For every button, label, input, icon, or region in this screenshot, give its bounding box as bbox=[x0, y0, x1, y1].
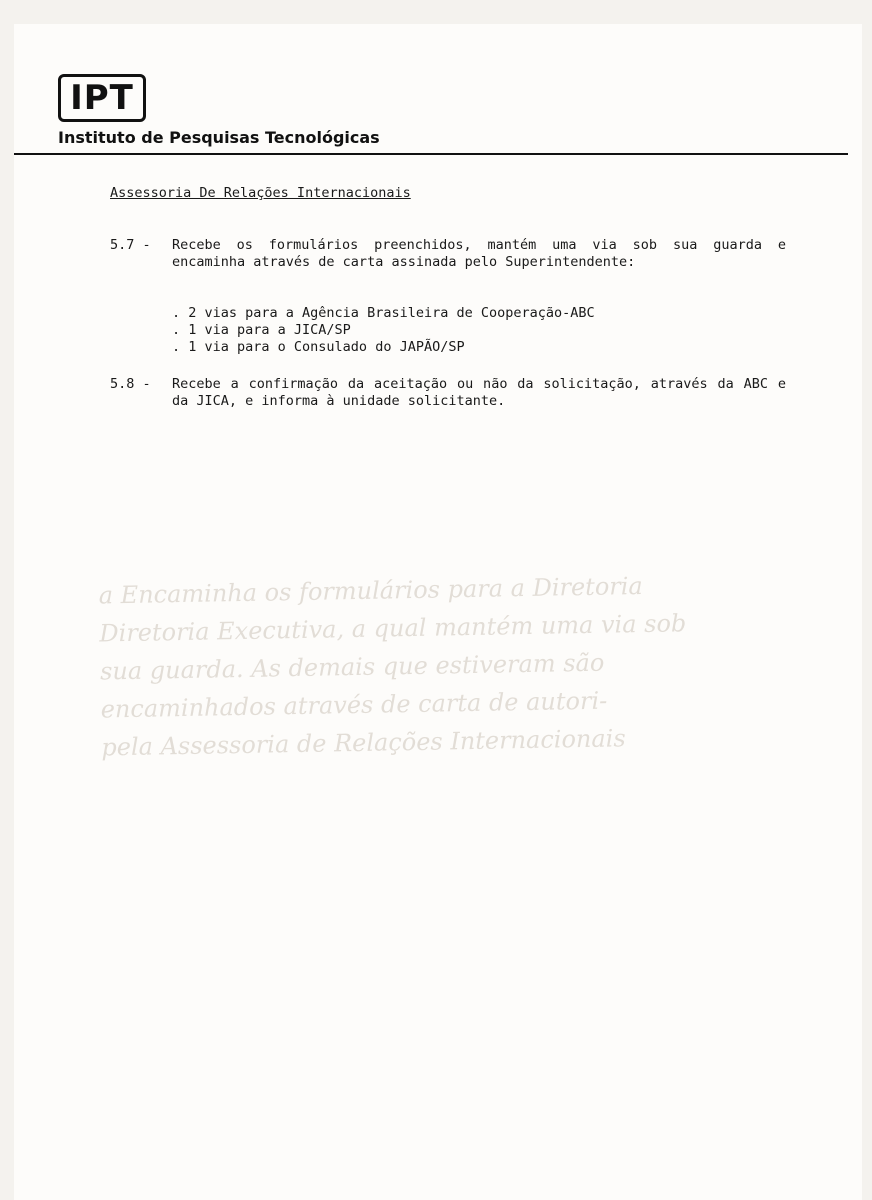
organization-name: Instituto de Pesquisas Tecnológicas bbox=[58, 128, 380, 147]
item-text: Recebe os formulários preenchidos, mantém uma via sob sua guarda e encaminha através de carta assinada pelo Superintendente: bbox=[172, 237, 786, 270]
handwritten-line: sua guarda. As demais que estiveram são bbox=[99, 648, 605, 686]
item-number: 5.7 - bbox=[110, 237, 151, 253]
handwritten-line: encaminhados através de carta de autori- bbox=[100, 686, 608, 724]
department-title: Assessoria De Relações Internacionais bbox=[110, 185, 411, 201]
ipt-logo bbox=[58, 74, 146, 122]
item-text: Recebe a confirmação da aceitação ou não da solicitação, através da ABC e da JICA, e informa à unidade solicitante. bbox=[172, 376, 786, 409]
bullet-item: . 1 via para o Consulado do JAPÃO/SP bbox=[172, 339, 465, 355]
handwritten-line: Diretoria Executiva, a qual mantém uma via sob bbox=[99, 609, 687, 648]
header-divider bbox=[14, 153, 848, 155]
item-5-7 bbox=[110, 237, 786, 271]
bullet-item: . 1 via para a JICA/SP bbox=[172, 322, 351, 338]
faded-handwritten-note bbox=[98, 564, 841, 767]
logo-text: IPT bbox=[70, 78, 134, 118]
item-5-8 bbox=[110, 376, 786, 410]
item-number: 5.8 - bbox=[110, 376, 151, 392]
handwritten-line: pela Assessoria de Relações Internacionais bbox=[101, 724, 626, 762]
bullet-list bbox=[172, 305, 595, 356]
handwritten-line: a Encaminha os formulários para a Diretoria bbox=[98, 571, 643, 610]
bullet-item: . 2 vias para a Agência Brasileira de Cooperação-ABC bbox=[172, 305, 595, 321]
